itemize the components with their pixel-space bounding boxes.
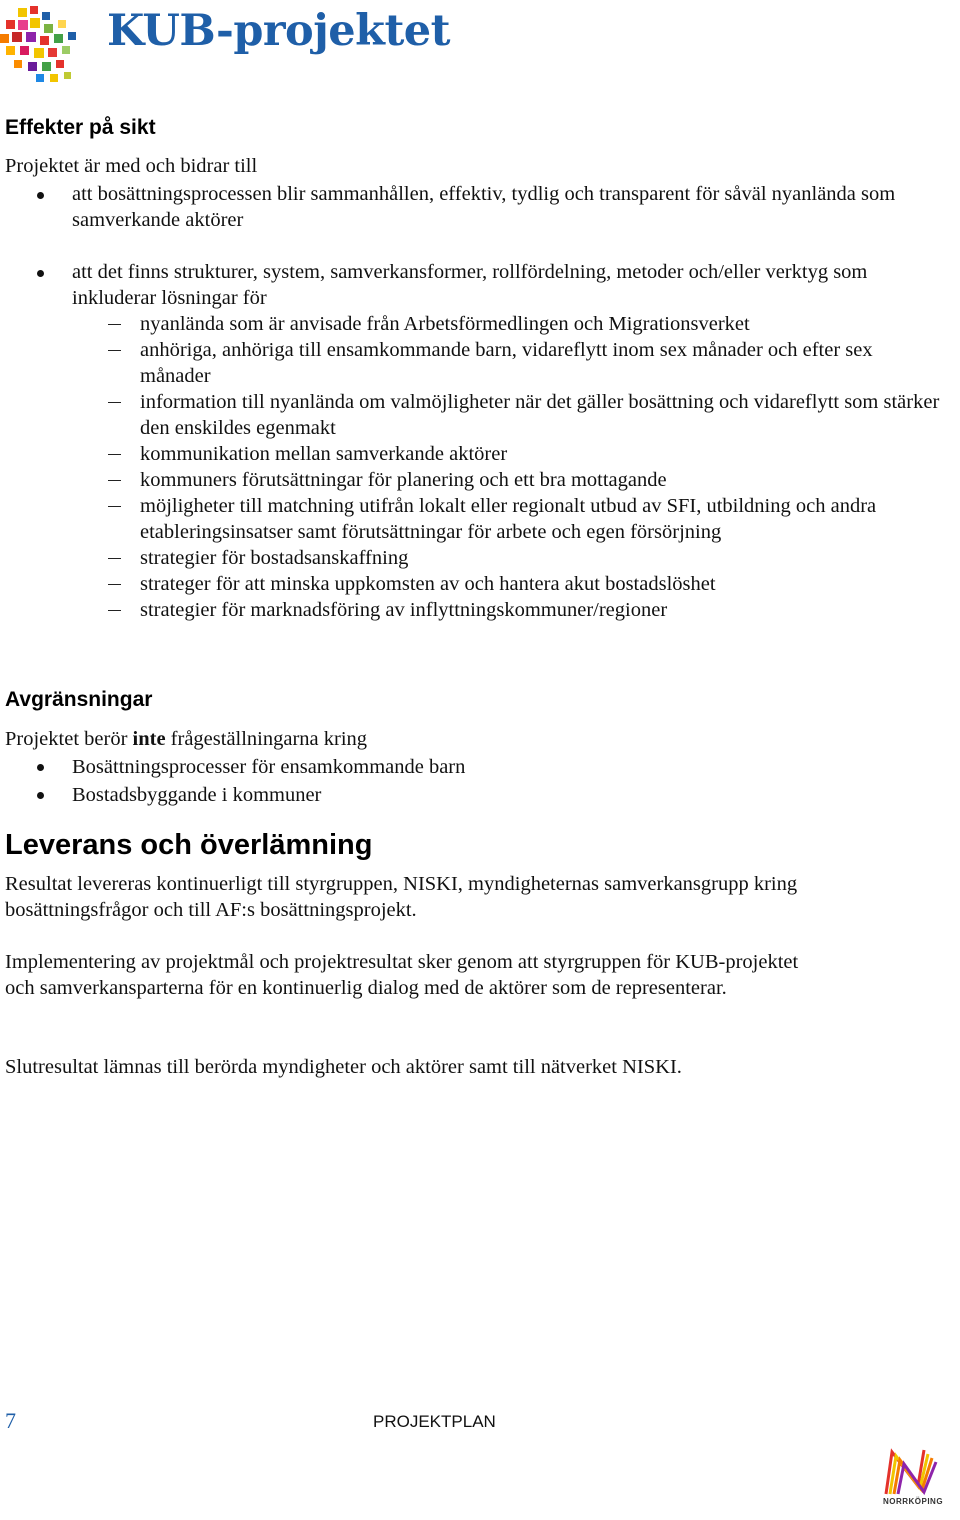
dash-icon [108, 558, 121, 559]
dash-icon [108, 350, 121, 351]
page-number: 7 [5, 1408, 16, 1433]
dash-icon [108, 454, 121, 455]
sublist-item [72, 311, 940, 337]
avgransningar-list [0, 753, 940, 809]
sublist-item [72, 337, 940, 389]
dash-icon [108, 506, 121, 507]
leverans-paragraph-1: Resultat levereras kontinuerligt till styrgruppen, NISKI, myndigheternas samverkansgrupp kring bosättningsfrågor och till AF:s bosättningsprojekt. [5, 873, 798, 921]
sublist-item [72, 545, 940, 571]
list-item-text: att det finns strukturer, system, samverkansformer, rollfördelning, metoder och/eller verktyg som inkluderar lösningar för [72, 261, 868, 309]
sublist-item [72, 441, 940, 467]
dash-icon [108, 402, 121, 403]
bullet-icon [37, 792, 44, 799]
leverans-paragraph-3: Slutresultat lämnas till berörda myndigheter och aktörer samt till nätverket NISKI. [5, 1056, 682, 1078]
intro-bold: inte [132, 728, 166, 750]
sublist-item [72, 597, 940, 623]
sublist-item [72, 389, 940, 441]
dash-icon [108, 324, 121, 325]
sublist-item [72, 493, 940, 545]
dash-icon [108, 584, 121, 585]
intro-before: Projektet berör [5, 728, 133, 750]
list-item-text: Bostadsbyggande i kommuner [72, 784, 322, 806]
sublist-item-text: strategier för marknadsföring av inflyttningskommuner/regioner [140, 599, 668, 621]
section-heading-avgransningar: Avgränsningar [5, 688, 153, 711]
sublist-item-text: möjligheter till matchning utifrån lokalt eller regionalt utbud av SFI, utbildning och andra etableringsinsatser samt förutsättningar för arbete och egen försörjning [140, 495, 877, 543]
document-title: KUB-projektet [107, 6, 451, 56]
bullet-icon [37, 270, 44, 277]
list-item [0, 181, 940, 233]
section-heading-leverans: Leverans och överlämning [5, 829, 373, 861]
sublist-item [72, 467, 940, 493]
effekter-sublist [0, 311, 940, 623]
dash-icon [108, 480, 121, 481]
kub-mosaic-logo [0, 2, 90, 90]
sublist-item-text: nyanlända som är anvisade från Arbetsförmedlingen och Migrationsverket [140, 313, 750, 335]
section-heading-effekter: Effekter på sikt [5, 116, 156, 139]
footer-label: PROJEKTPLAN [373, 1412, 496, 1431]
list-item [0, 753, 940, 781]
norrkoping-logo-text: NORRKÖPING [882, 1497, 944, 1506]
dash-icon [108, 610, 121, 611]
sublist-item-text: kommunikation mellan samverkande aktörer [140, 443, 508, 465]
bullet-icon [37, 192, 44, 199]
intro-after: frågeställningarna kring [165, 728, 368, 750]
list-item-text: Bosättningsprocesser för ensamkommande barn [72, 756, 466, 778]
avgransningar-intro [5, 726, 905, 752]
effekter-intro: Projektet är med och bidrar till [5, 155, 258, 177]
sublist-item-text: information till nyanlända om valmöjligheter när det gäller bosättning och vidareflytt som stärker den enskildes egenmakt [140, 391, 940, 439]
sublist-item-text: anhöriga, anhöriga till ensamkommande barn, vidareflytt inom sex månader och efter sex månader [140, 339, 873, 387]
leverans-paragraph-2: Implementering av projektmål och projektresultat sker genom att styrgruppen för KUB-projektet och samverkansparterna för en kontinuerlig dialog med de aktörer som de representerar. [5, 951, 799, 999]
sublist-item-text: strateger för att minska uppkomsten av och hantera akut bostadslöshet [140, 573, 716, 595]
bullet-icon [37, 764, 44, 771]
sublist-item-text: strategier för bostadsanskaffning [140, 547, 409, 569]
sublist-item-text: kommuners förutsättningar för planering och ett bra mottagande [140, 469, 667, 491]
list-item-text: att bosättningsprocessen blir sammanhållen, effektiv, tydlig och transparent för såväl nyanlända som samverkande aktörer [72, 183, 896, 231]
effekter-list [0, 181, 940, 623]
sublist-item [72, 571, 940, 597]
list-item [0, 781, 940, 809]
list-item [0, 259, 940, 623]
